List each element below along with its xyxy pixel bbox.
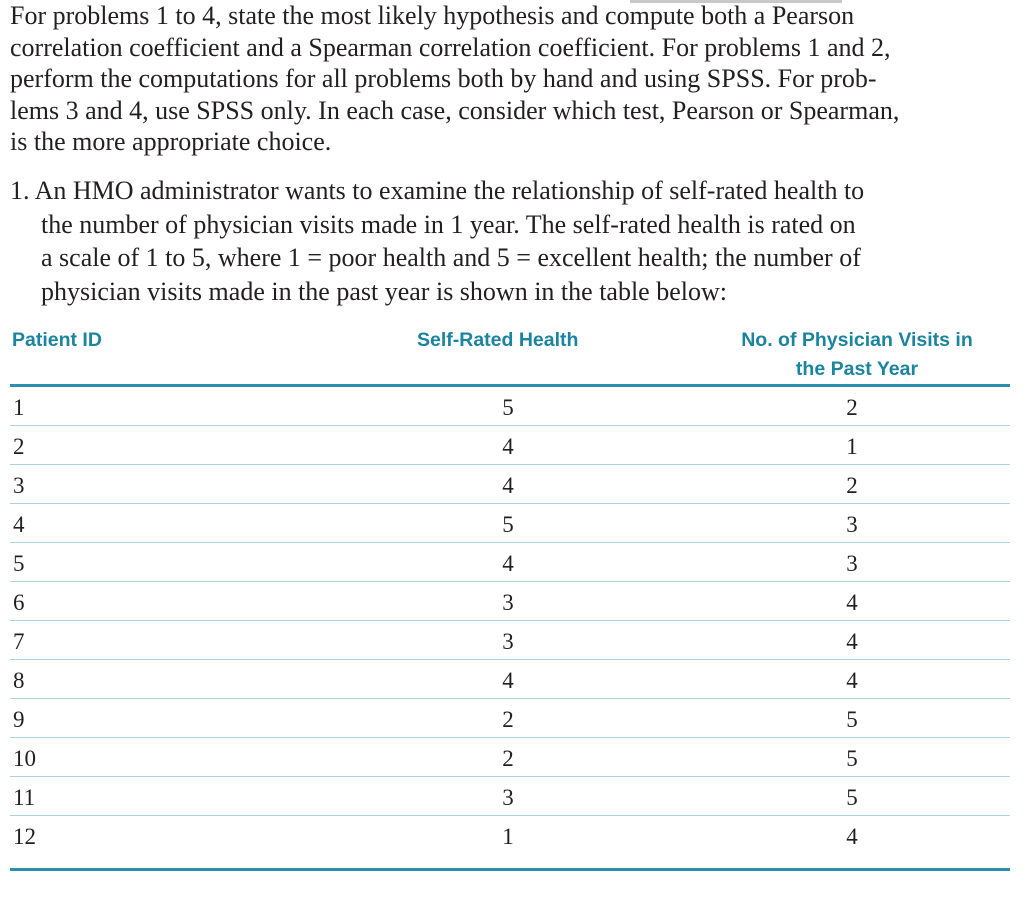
cell-visits: 4 — [846, 629, 858, 654]
problem-line: 1. An HMO administrator wants to examine the relationship of self-rated health to — [10, 176, 865, 205]
cell-health: 3 — [502, 590, 514, 615]
cell-health: 3 — [502, 785, 514, 810]
cell-health: 4 — [502, 551, 514, 576]
cell-health: 4 — [502, 473, 514, 498]
cell-visits: 5 — [846, 707, 858, 732]
intro-paragraph — [10, 0, 1014, 158]
table-row — [10, 504, 1010, 543]
cell-patient-id: 11 — [13, 785, 36, 810]
intro-line: is the more appropriate choice. — [10, 127, 332, 156]
cell-visits: 4 — [846, 590, 858, 615]
header-physician-visits — [712, 326, 1002, 384]
table-row — [10, 660, 1010, 699]
intro-line: For problems 1 to 4, state the most likely hypothesis and compute both a Pearson — [10, 1, 855, 30]
table-row — [10, 777, 1010, 816]
cell-health: 3 — [502, 629, 514, 654]
data-table — [10, 322, 1010, 871]
table-header — [10, 322, 1010, 384]
cell-visits: 4 — [846, 668, 858, 693]
table-row — [10, 738, 1010, 777]
cell-patient-id: 8 — [13, 668, 25, 693]
header-self-rated-health: Self-Rated Health — [417, 329, 579, 351]
table-row — [10, 465, 1010, 504]
cell-visits: 5 — [846, 746, 858, 771]
cell-visits: 2 — [846, 395, 858, 420]
table-bottom-rule — [10, 868, 1010, 871]
intro-line: correlation coefficient and a Spearman correlation coefficient. For problems 1 and 2, — [10, 32, 891, 62]
table-row — [10, 543, 1010, 582]
table-row — [10, 621, 1010, 660]
cell-health: 2 — [502, 746, 514, 771]
problem-line: the number of physician visits made in 1 year. The self-rated health is rated on — [41, 209, 856, 239]
header-visits-line1: No. of Physician Visits in — [741, 329, 973, 351]
cell-visits: 5 — [846, 785, 858, 810]
problem-line: a scale of 1 to 5, where 1 = poor health and 5 = excellent health; the number of — [41, 243, 861, 272]
table-row — [10, 387, 1010, 426]
table-row — [10, 426, 1010, 465]
cell-visits: 4 — [846, 824, 858, 849]
cell-patient-id: 9 — [13, 707, 25, 732]
cell-health: 5 — [502, 512, 514, 537]
header-patient-id: Patient ID — [12, 329, 102, 351]
header-visits-line2: the Past Year — [795, 358, 919, 380]
cell-visits: 3 — [846, 551, 858, 576]
cell-health: 4 — [502, 434, 514, 459]
cell-visits: 1 — [846, 434, 858, 459]
table-row — [10, 582, 1010, 621]
cell-patient-id: 2 — [13, 434, 25, 459]
table-row — [10, 816, 1010, 854]
cell-patient-id: 4 — [13, 512, 25, 537]
cell-health: 4 — [502, 668, 514, 693]
cell-health: 1 — [502, 824, 514, 849]
cell-patient-id: 6 — [13, 590, 25, 615]
cell-visits: 2 — [846, 473, 858, 498]
cell-patient-id: 12 — [13, 824, 36, 849]
cell-health: 2 — [502, 707, 514, 732]
cell-health: 5 — [502, 395, 514, 420]
problem-1-text — [10, 174, 1014, 308]
cell-patient-id: 5 — [13, 551, 25, 576]
problem-line: physician visits made in the past year is shown in the table below: — [41, 276, 727, 306]
intro-line: lems 3 and 4, use SPSS only. In each case, consider which test, Pearson or Spearman, — [10, 95, 900, 125]
table-row — [10, 699, 1010, 738]
intro-line: perform the computations for all problems both by hand and using SPSS. For prob- — [10, 64, 877, 93]
cell-patient-id: 7 — [13, 629, 25, 654]
cell-patient-id: 3 — [13, 473, 25, 498]
cell-patient-id: 1 — [13, 395, 25, 420]
cell-patient-id: 10 — [13, 746, 36, 771]
cell-visits: 3 — [846, 512, 858, 537]
